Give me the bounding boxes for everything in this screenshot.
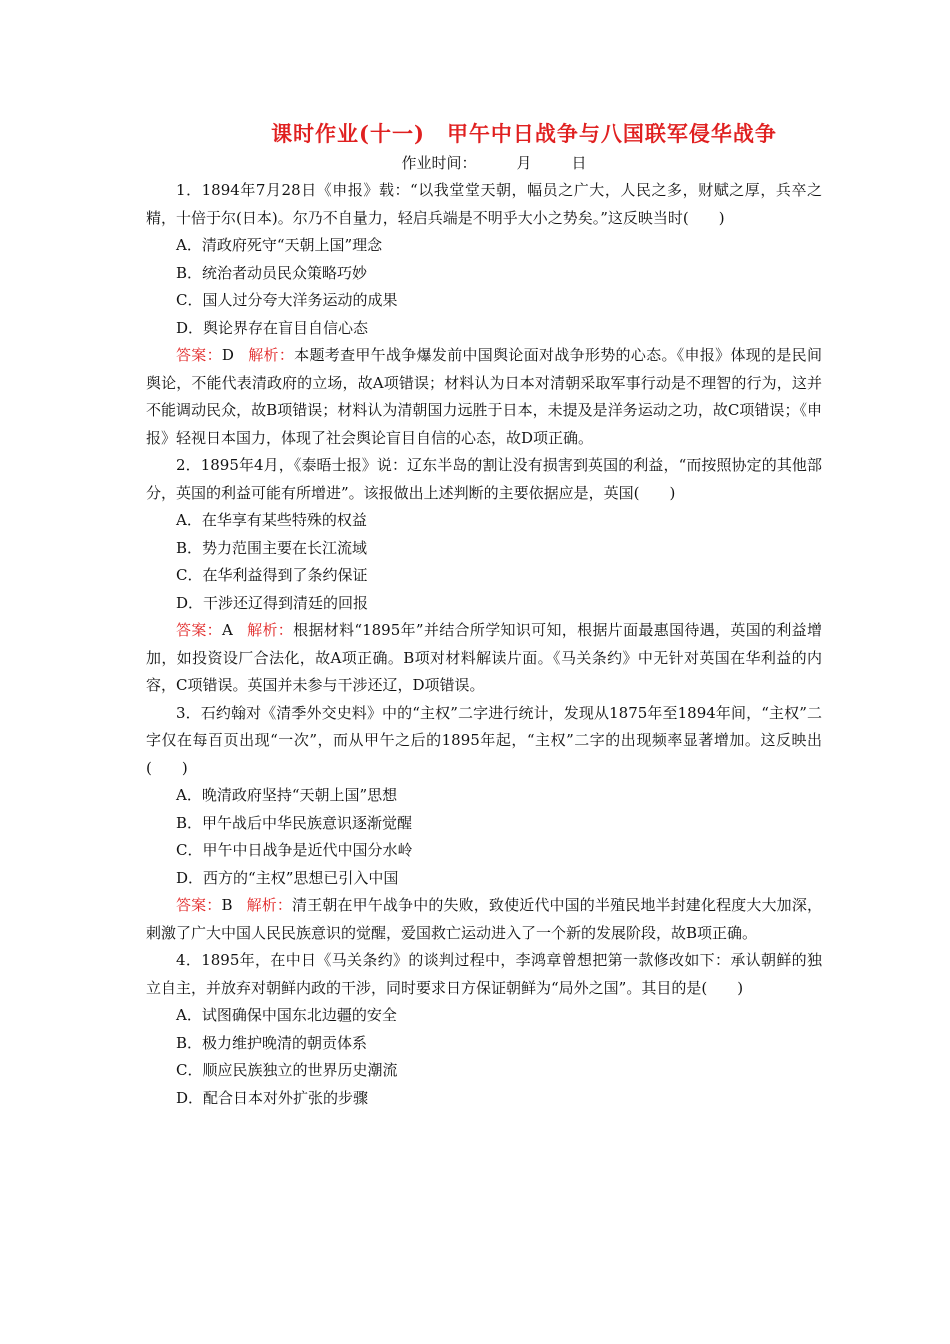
option-b: B．极力维护晚清的朝贡体系 <box>176 1033 368 1052</box>
homework-month-label: 月 <box>516 154 532 172</box>
question-4 <box>146 947 822 1112</box>
page-title <box>146 118 822 148</box>
analysis-label: 解析： <box>247 346 295 364</box>
option-b: B．势力范围主要在长江流域 <box>176 538 368 557</box>
answer-value: B <box>221 896 233 914</box>
option-c: C．甲午中日战争是近代中国分水岭 <box>176 841 413 859</box>
option-d: D．干涉还辽得到清廷的回报 <box>176 593 369 612</box>
option-a: A．清政府死守“天朝上国”理念 <box>176 236 383 254</box>
analysis-text: 清王朝在甲午战争中的失败，致使近代中国的半殖民地半封建化程度大大加深，刺激了广大中国人民民族意识的觉醒，爱国救亡运动进入了一个新的发展阶段，故B项正确。 <box>146 896 822 942</box>
question-stem: 4．1895年，在中日《马关条约》的谈判过程中，李鸿章曾想把第一款修改如下：承认朝鲜的独立自主，并放弃对朝鲜内政的干涉，同时要求日方保证朝鲜为“局外之国”。其目的是( ) <box>146 951 822 997</box>
analysis-label: 解析： <box>246 621 294 639</box>
analysis-text: 本题考查甲午战争爆发前中国舆论面对战争形势的心态。《申报》体现的是民间舆论，不能代表清政府的立场，故A项错误；材料认为日本对清朝采取军事行动是不理智的行为，这并不能调动民众，故B项错误；材料认为清朝国力远胜于日本，未提及是洋务运动之功，故C项错误；《申报》轻视日本国力，体现了社会舆论盲目自信的心态，故D项正确。 <box>146 346 822 447</box>
homework-day-label: 日 <box>571 154 587 172</box>
option-list <box>146 507 822 617</box>
question-stem: 3．石约翰对《清季外交史料》中的“主权”二字进行统计，发现从1875年至1894年间，“主权”二字仅在每百页出现“一次”，而从甲午之后的1895年起，“主权”二字的出现频率显著增加。这反映出( ) <box>146 703 822 777</box>
answer-label: 答案： <box>176 346 222 364</box>
option-a: A．晚清政府坚持“天朝上国”思想 <box>176 786 398 804</box>
option-list <box>146 1002 822 1112</box>
question-3 <box>146 700 822 948</box>
question-1 <box>146 177 822 452</box>
option-c: C．国人过分夸大洋务运动的成果 <box>176 291 398 309</box>
option-c: C．在华利益得到了条约保证 <box>176 566 368 584</box>
answer-block <box>146 617 822 700</box>
question-2 <box>146 452 822 700</box>
answer-value: D <box>221 346 234 364</box>
analysis-text: 根据材料“1895年”并结合所学知识可知，根据片面最惠国待遇，英国的利益增加，如投资设厂合法化，故A项正确。B项对材料解读片面。《马关条约》中无针对英国在华利益的内容，C项错误。英国并未参与干涉还辽，D项错误。 <box>146 621 822 694</box>
answer-label: 答案： <box>176 621 222 639</box>
analysis-label: 解析： <box>246 896 293 914</box>
question-stem: 2．1895年4月，《泰晤士报》说：辽东半岛的割让没有损害到英国的利益，“而按照协定的其他部分，英国的利益可能有所增进”。该报做出上述判断的主要依据应是，英国( ) <box>146 456 822 502</box>
option-c: C．顺应民族独立的世界历史潮流 <box>176 1061 398 1079</box>
option-list <box>146 232 822 342</box>
option-list <box>146 782 822 892</box>
option-a: A．试图确保中国东北边疆的安全 <box>176 1006 397 1024</box>
option-b: B．甲午战后中华民族意识逐渐觉醒 <box>176 813 413 832</box>
answer-block <box>146 342 822 452</box>
answer-label: 答案： <box>176 896 222 914</box>
homework-time-label: 作业时间： <box>401 154 477 172</box>
option-d: D．西方的“主权”思想已引入中国 <box>176 868 399 887</box>
option-d: D．舆论界存在盲目自信心态 <box>176 318 369 337</box>
worksheet-page <box>146 118 822 1112</box>
homework-time <box>146 152 822 173</box>
title-topic: 甲午中日战争与八国联军侵华战争 <box>446 121 777 146</box>
question-stem: 1．1894年7月28日《申报》载：“以我堂堂天朝，幅员之广大，人民之多，财赋之厚，兵卒之精，十倍于尔(日本)。尔乃不自量力，轻启兵端是不明乎大小之势矣。”这反映当时( ) <box>146 181 822 227</box>
answer-block <box>146 892 822 947</box>
option-d: D．配合日本对外扩张的步骤 <box>176 1088 369 1107</box>
answer-value: A <box>221 621 233 639</box>
option-a: A．在华享有某些特殊的权益 <box>176 511 367 529</box>
title-lesson: 课时作业(十一) <box>271 121 425 146</box>
option-b: B．统治者动员民众策略巧妙 <box>176 263 368 282</box>
